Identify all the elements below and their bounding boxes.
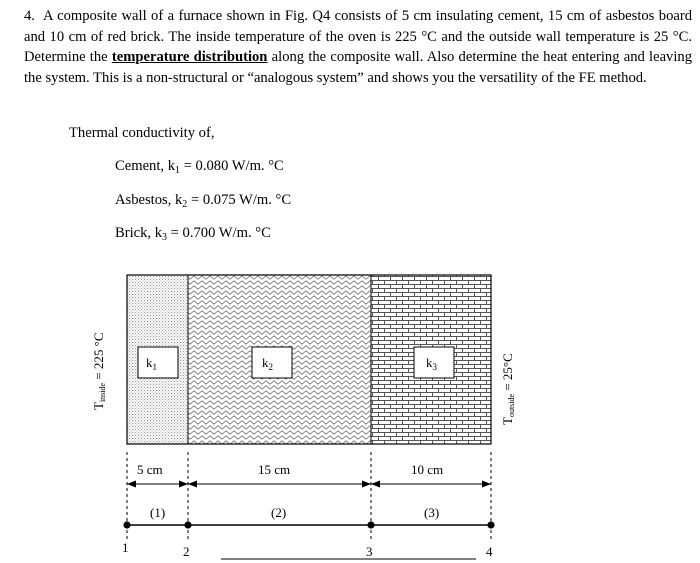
conductivity-heading: Thermal conductivity of, xyxy=(69,125,215,141)
conductivity-sub: 3 xyxy=(162,232,168,243)
dimension-arrow xyxy=(371,481,380,488)
conductivity-sub: 2 xyxy=(182,199,188,210)
conductivity-label: Cement, k xyxy=(115,158,175,174)
thickness-label-2: 15 cm xyxy=(258,462,291,477)
node-point-4 xyxy=(487,521,494,528)
conductivity-sub: 1 xyxy=(175,165,180,176)
dimension-arrow xyxy=(188,481,197,488)
conductivity-label: Brick, k xyxy=(115,225,163,241)
element-label-2: (2) xyxy=(271,505,287,520)
dimension-arrow xyxy=(127,481,136,488)
k3-label: $k_3$ xyxy=(426,355,437,372)
dimension-arrow xyxy=(362,481,371,488)
element-label-3: (3) xyxy=(424,505,440,520)
node-number-2: 2 xyxy=(183,544,190,559)
problem-emphasis: temperature distribution xyxy=(111,49,268,65)
k2-label: $k_2$ xyxy=(262,355,273,372)
t-outside-label: Toutside = 25°C xyxy=(500,353,516,425)
node-point-3 xyxy=(367,521,374,528)
dimension-arrow xyxy=(482,481,491,488)
node-point-1 xyxy=(123,521,130,528)
node-point-2 xyxy=(184,521,191,528)
node-number-1: 1 xyxy=(122,540,129,555)
t-inside-label: Tinside = 225 °C xyxy=(91,332,107,410)
conductivity-value: = 0.075 W/m. °C xyxy=(187,192,292,208)
node-number-4: 4 xyxy=(486,544,493,559)
k1-box xyxy=(138,347,178,378)
thickness-label-3: 10 cm xyxy=(411,462,444,477)
thickness-label-1: 5 cm xyxy=(137,462,163,477)
problem-number: 4. xyxy=(24,8,35,24)
problem-text-after: along the composite wall. Also determine the heat entering and leaving the system. This is a non-structural or “analogous system” and shows you the versatility of the FE method. xyxy=(24,49,692,86)
conductivity-value: = 0.700 W/m. °C xyxy=(167,225,271,241)
problem-text-before: A composite wall of a furnace shown in Fig. Q4 consists of 5 cm insulating cement, 15 cm of asbestos board and 10 cm of red brick. The inside temperature of the oven is 225 °C and the outside wall temperature is 25 °C. Determine the xyxy=(24,8,692,65)
conductivity-value: = 0.080 W/m. °C xyxy=(180,158,284,174)
node-number-3: 3 xyxy=(366,544,373,559)
element-label-1: (1) xyxy=(150,505,166,520)
k1-label: $k_1$ xyxy=(146,355,157,372)
conductivity-label: Asbestos, k xyxy=(115,192,183,208)
dimension-arrow xyxy=(179,481,188,488)
